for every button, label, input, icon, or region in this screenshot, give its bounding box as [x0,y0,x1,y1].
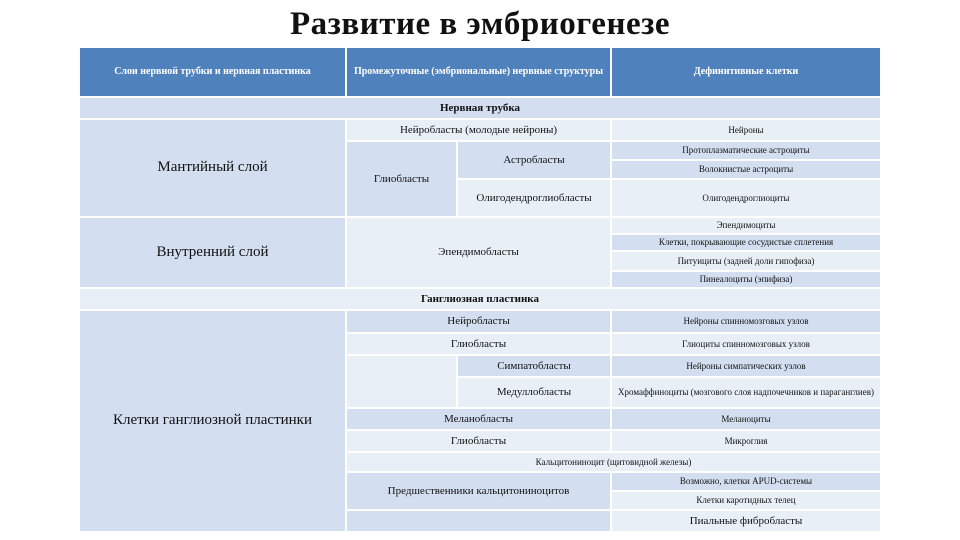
apud-cells-cell: Возможно, клетки APUD-системы [611,472,881,491]
melanocytes-cell: Меланоциты [611,408,881,430]
calcitoninocytes-cell: Кальцитониноцит (щитовидной железы) [346,452,881,472]
ganglion-glioblasts-2-cell: Глиобласты [346,430,611,452]
ganglion-neuroblasts-cell: Нейробласты [346,310,611,333]
header-layers: Слои нервной трубки и нервная пластинка [79,47,346,97]
empty-cell-bottom [346,510,611,532]
ganglion-plate-cells-cell: Клетки ганглиозной пластинки [79,310,346,532]
glioblasts-cell: Глиобласты [346,141,457,217]
chromaffinocytes-cell: Хромаффиноциты (мозгового слоя надпочечников и параганглиев) [611,377,881,408]
section-ganglion-plate: Ганглиозная пластинка [79,288,881,310]
pinealocytes-cell: Пинеалоциты (эпифиза) [611,271,881,288]
neuroblasts-young-cell: Нейробласты (молодые нейроны) [346,119,611,141]
melanoblasts-cell: Меланобласты [346,408,611,430]
choroid-plexus-cells-cell: Клетки, покрывающие сосудистые сплетения [611,234,881,251]
oligodendroglioblasts-cell: Олигодендроглиобласты [457,179,611,217]
mantle-layer-cell: Мантийный слой [79,119,346,217]
oligodendrocytes-cell: Олигодендроглиоциты [611,179,881,217]
ganglion-glioblasts-cell: Глиобласты [346,333,611,355]
medulloblasts-cell: Медуллобласты [457,377,611,408]
carotid-body-cells-cell: Клетки каротидных телец [611,491,881,510]
header-intermediate: Промежуточные (эмбриональные) нервные структуры [346,47,611,97]
protoplasmic-astrocytes-cell: Протоплазматические астроциты [611,141,881,160]
microglia-cell: Микроглия [611,430,881,452]
astroblasts-cell: Астробласты [457,141,611,179]
pial-fibroblasts-cell: Пиальные фибробласты [611,510,881,532]
section-neural-tube: Нервная трубка [79,97,881,119]
neurons-cell: Нейроны [611,119,881,141]
inner-layer-cell: Внутренний слой [79,217,346,288]
empty-cell [346,355,457,408]
sympathoblasts-cell: Симпатобласты [457,355,611,377]
sympathetic-neurons-cell: Нейроны симпатических узлов [611,355,881,377]
calcitonin-precursors-cell: Предшественники кальцитониноцитов [346,472,611,510]
ependymoblasts-cell: Эпендимобласты [346,217,611,288]
header-definitive: Дефинитивные клетки [611,47,881,97]
fibrous-astrocytes-cell: Волокнистые астроциты [611,160,881,179]
pituicytes-cell: Питуициты (задней доли гипофиза) [611,251,881,271]
page-title: Развитие в эмбриогенезе [289,6,671,42]
spinal-ganglia-neurons-cell: Нейроны спинномозговых узлов [611,310,881,333]
ependymocytes-cell: Эпендимоциты [611,217,881,234]
spinal-ganglia-gliocytes-cell: Глиоциты спинномозговых узлов [611,333,881,355]
